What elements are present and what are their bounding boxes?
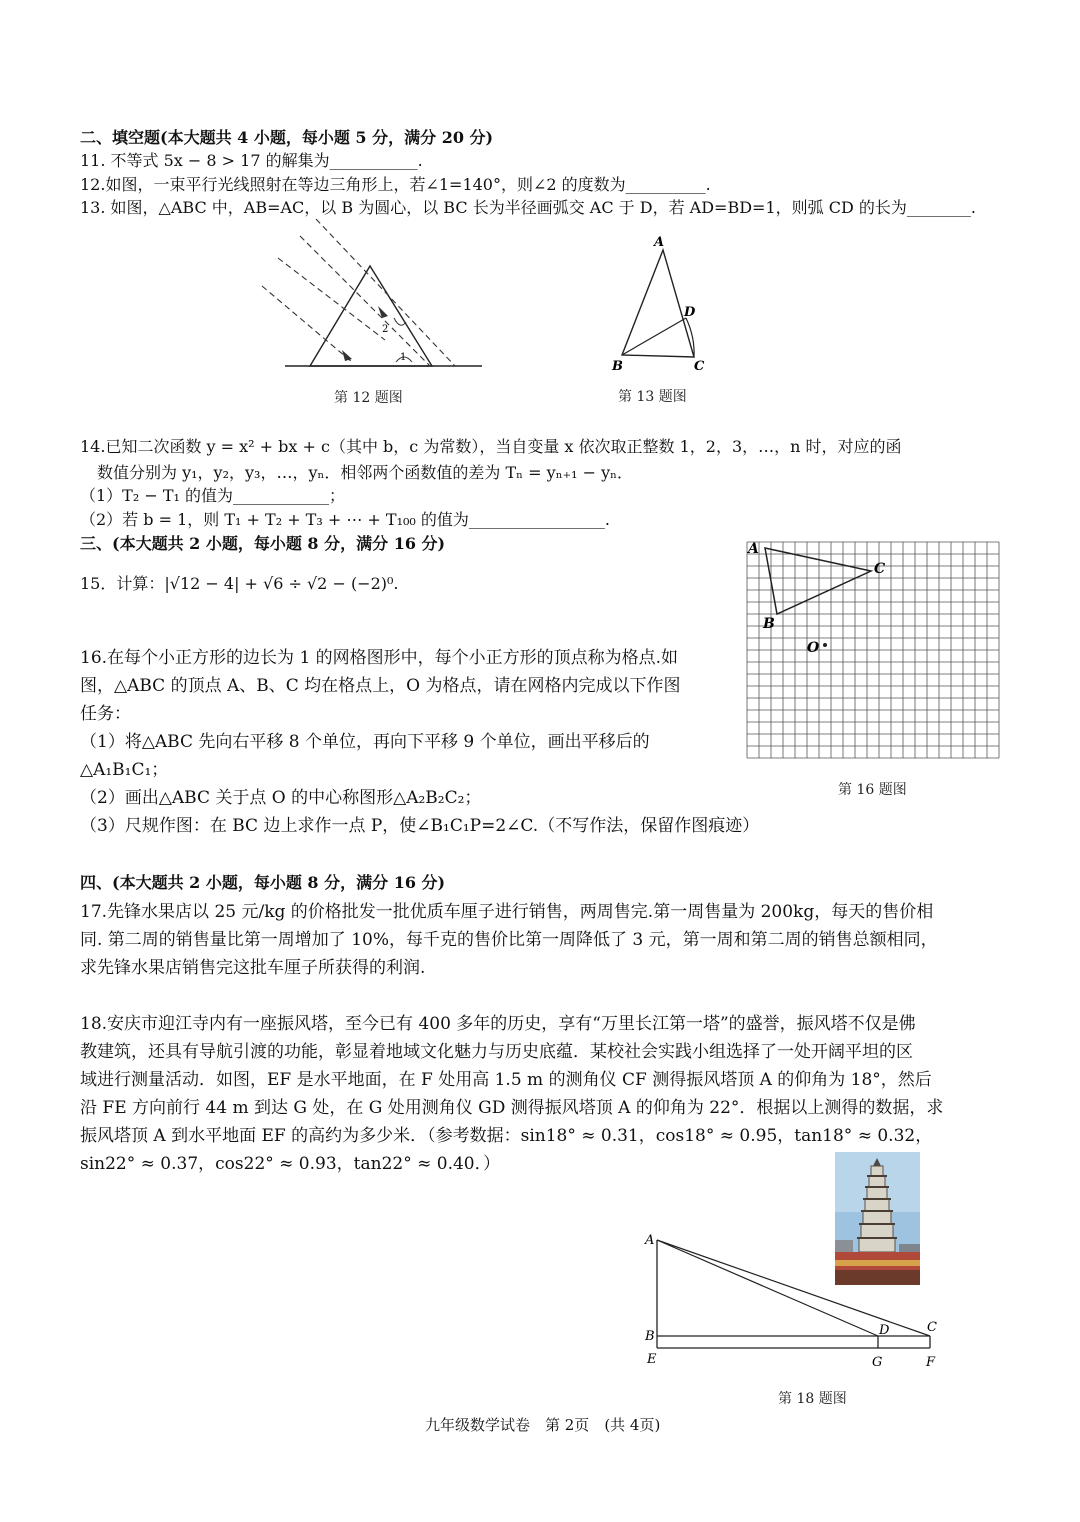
fig16-label-O: O [807, 640, 820, 656]
question-16-part2: （2）画出△ABC 关于点 O 的中心称图形△A₂B₂C₂； [80, 788, 482, 808]
question-14-part1: （1）T₂ − T₁ 的值为____________； [80, 486, 346, 505]
fig12-label-1: 1 [400, 352, 407, 363]
question-15: 15．计算：|√12 − 4| + √6 ÷ √2 − (−2)⁰. [80, 574, 399, 593]
question-18-line2: 教建筑，还具有导航引渡的功能，彰显着地域文化魅力与历史底蕴．某校社会实践小组选择了一处开阔平坦的区 [80, 1042, 913, 1062]
fig18-label-D: D [879, 1323, 890, 1338]
question-16-line1: 16.在每个小正方形的边长为 1 的网格图形中，每个小正方形的顶点称为格点.如 [80, 648, 679, 668]
fig13-caption: 第 13 题图 [618, 389, 687, 405]
section4-heading: 四、(本大题共 2 小题，每小题 8 分，满分 16 分) [80, 873, 446, 892]
fig18-label-G: G [872, 1355, 883, 1370]
question-13: 13. 如图，△ABC 中，AB=AC，以 B 为圆心，以 BC 长为半径画弧交 AC 于 D，若 AD=BD=1，则弧 CD 的长为________. [80, 198, 976, 217]
question-18-line4: 沿 FE 方向前行 44 m 到达 G 处，在 G 处用测角仪 GD 测得振风塔顶 A 的仰角为 22°．根据以上测得的数据，求 [80, 1098, 944, 1118]
fig12-label-2: 2 [382, 324, 389, 335]
page-footer: 九年级数学试卷 第 2页 (共 4页) [425, 1416, 661, 1434]
question-17-line2: 同. 第二周的销售量比第一周增加了 10%，每千克的售价比第一周降低了 3 元，第一周和第二周的销售总额相同， [80, 930, 938, 950]
question-16-part3: （3）尺规作图：在 BC 边上求作一点 P，使∠B₁C₁P=2∠C.（不写作法，保留作图痕迹） [80, 816, 760, 836]
question-18-line1: 18.安庆市迎江寺内有一座振风塔，至今已有 400 多年的历史，享有“万里长江第一塔”的盛誉，振风塔不仅是佛 [80, 1014, 916, 1034]
fig13-label-C: C [694, 359, 705, 374]
fig18-label-E: E [647, 1352, 657, 1367]
section3-heading: 三、(本大题共 2 小题，每小题 8 分，满分 16 分) [80, 534, 446, 553]
question-18-line5: 振风塔顶 A 到水平地面 EF 的高约为多少米．（参考数据：sin18° ≈ 0.31，cos18° ≈ 0.95，tan18° ≈ 0.32， [80, 1126, 933, 1146]
question-14-line2: 数值分别为 y₁，y₂，y₃，…，yₙ．相邻两个函数值的差为 Tₙ = yₙ₊₁ − yₙ． [97, 463, 634, 482]
question-16-part1b: △A₁B₁C₁； [80, 760, 169, 780]
question-18-line6: sin22° ≈ 0.37，cos22° ≈ 0.93，tan22° ≈ 0.40．） [80, 1154, 501, 1174]
fig13-label-A: A [654, 235, 665, 250]
fig16-label-B: B [763, 616, 775, 632]
fig18-label-C: C [927, 1320, 937, 1335]
question-14-part2: （2）若 b = 1，则 T₁ + T₂ + T₃ + ⋯ + T₁₀₀ 的值为_________________. [80, 510, 611, 529]
fig18-label-F: F [926, 1355, 936, 1370]
fig13-label-D: D [684, 305, 696, 320]
section2-heading: 二、填空题(本大题共 4 小题，每小题 5 分，满分 20 分) [80, 128, 494, 147]
fig18-caption: 第 18 题图 [778, 1391, 847, 1407]
question-12: 12.如图，一束平行光线照射在等边三角形上，若∠1=140°，则∠2 的度数为__________. [80, 175, 711, 194]
question-11: 11. 不等式 5x − 8 > 17 的解集为___________. [80, 151, 423, 170]
question-18-line3: 域进行测量活动．如图，EF 是水平地面，在 F 处用高 1.5 m 的测角仪 CF 测得振风塔顶 A 的仰角为 18°，然后 [80, 1070, 932, 1090]
question-17-line1: 17.先锋水果店以 25 元/kg 的价格批发一批优质车厘子进行销售，两周售完.第一周售量为 200kg，每天的售价相 [80, 902, 934, 922]
fig16-label-A: A [748, 541, 759, 557]
question-17-line3: 求先锋水果店销售完这批车厘子所获得的利润. [80, 958, 426, 978]
fig16-label-C: C [874, 561, 886, 577]
fig13-label-B: B [612, 359, 623, 374]
fig18-label-B: B [645, 1329, 655, 1344]
question-16-part1a: （1）将△ABC 先向右平移 8 个单位，再向下平移 9 个单位，画出平移后的 [80, 732, 650, 752]
question-16-line2: 图，△ABC 的顶点 A、B、C 均在格点上，O 为格点，请在网格内完成以下作图 [80, 676, 681, 696]
fig16-caption: 第 16 题图 [838, 782, 907, 798]
question-16-line3: 任务： [80, 704, 131, 724]
fig12-caption: 第 12 题图 [334, 390, 403, 406]
question-14-line1: 14.已知二次函数 y = x² + bx + c（其中 b，c 为常数），当自变量 x 依次取正整数 1，2，3，…，n 时，对应的函 [80, 437, 902, 456]
fig18-label-A: A [645, 1233, 655, 1248]
